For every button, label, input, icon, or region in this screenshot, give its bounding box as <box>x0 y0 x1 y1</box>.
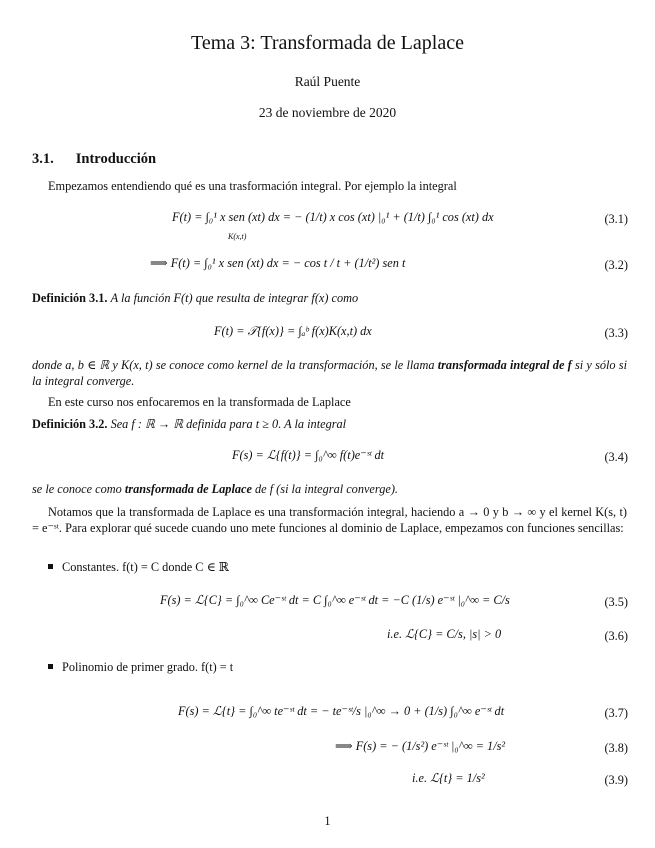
equation-3-1: F(t) = ∫₀¹ x sen (xt) dx = − (1/t) x cos (xt) |₀¹ + (1/t) ∫₀¹ cos (xt) dx <box>172 210 494 224</box>
equation-number: (3.6) <box>604 629 628 643</box>
equation-3-5: F(s) = ℒ{C} = ∫₀^∞ Ce⁻ˢᵗ dt = C ∫₀^∞ e⁻ˢᵗ dt = −C (1/s) e⁻ˢᵗ |₀^∞ = C/s <box>160 593 510 607</box>
paragraph: En este curso nos enfocaremos en la transformada de Laplace <box>48 395 351 409</box>
section-number: 3.1. <box>32 151 54 167</box>
author: Raúl Puente <box>294 74 361 89</box>
section-heading <box>32 151 178 168</box>
equation-number: (3.2) <box>604 258 628 272</box>
document-title: Tema 3: Transformada de Laplace <box>191 32 464 54</box>
equation-3-8: ⟹ F(s) = − (1/s²) e⁻ˢᵗ |₀^∞ = 1/s² <box>335 739 506 753</box>
definition-3-1 <box>32 291 358 306</box>
definition-text: Sea f : ℝ → ℝ definida para t ≥ 0. A la integral <box>110 417 347 431</box>
equation-3-9: i.e. ℒ{t} = 1/s² <box>412 771 485 785</box>
equation-number: (3.8) <box>604 741 628 755</box>
defined-term: transformada integral de f <box>437 358 572 372</box>
bullet-item: Constantes. f(t) = C donde C ∈ ℝ <box>48 560 229 575</box>
equation-number: (3.1) <box>604 212 628 226</box>
definition-label: Definición 3.1. <box>32 291 108 305</box>
text: de f (si la integral converge). <box>255 482 398 496</box>
definition-label: Definición 3.2. <box>32 417 108 431</box>
equation-number: (3.5) <box>604 595 628 609</box>
equation-3-7: F(s) = ℒ{t} = ∫₀^∞ te⁻ˢᵗ dt = − te⁻ˢᵗ/s |₀^∞ → 0 + (1/s) ∫₀^∞ e⁻ˢᵗ dt <box>178 704 505 718</box>
bullet-item: Polinomio de primer grado. f(t) = t <box>48 660 233 675</box>
equation-number: (3.4) <box>604 450 628 464</box>
definition-3-1-continuation <box>32 357 627 389</box>
paragraph: Notamos que la transformada de Laplace es una transformación integral, haciendo a → 0 y b → ∞ y el kernel K(s, t) = e⁻ˢᵗ. Para explorar qué sucede cuando uno mete funciones al dominio de Laplace, empezamos con funciones sencillas: <box>32 505 627 535</box>
underbrace-label: K(x,t) <box>228 232 247 241</box>
equation-3-6: i.e. ℒ{C} = C/s, |s| > 0 <box>387 627 502 641</box>
text: se le conoce como <box>32 482 122 496</box>
intro-paragraph: Empezamos entendiendo qué es una trasformación integral. Por ejemplo la integral <box>48 179 457 193</box>
equation-3-3: F(t) = 𝒯{f(x)} = ∫ₐᵇ f(x)K(x,t) dx <box>214 324 372 338</box>
page-number: 1 <box>324 814 331 828</box>
definition-text: A la función F(t) que resulta de integrar f(x) como <box>110 291 359 305</box>
equation-number: (3.3) <box>604 326 628 340</box>
defined-term: transformada de Laplace <box>124 482 252 496</box>
text: si y sólo si la integral converge. <box>32 358 627 388</box>
equation-3-2: ⟹ F(t) = ∫₀¹ x sen (xt) dx = − cos t / t + (1/t²) sen t <box>150 256 406 270</box>
section-title: Introducción <box>75 151 157 167</box>
definition-3-2 <box>32 417 346 432</box>
equation-number: (3.9) <box>604 773 628 787</box>
definition-3-2-continuation <box>32 482 398 497</box>
text: donde a, b ∈ ℝ y K(x, t) se conoce como kernel de la transformación, se le llama <box>32 358 435 372</box>
date: 23 de noviembre de 2020 <box>258 105 397 120</box>
equation-number: (3.7) <box>604 706 628 720</box>
equation-3-4: F(s) = ℒ{f(t)} = ∫₀^∞ f(t)e⁻ˢᵗ dt <box>232 448 385 462</box>
